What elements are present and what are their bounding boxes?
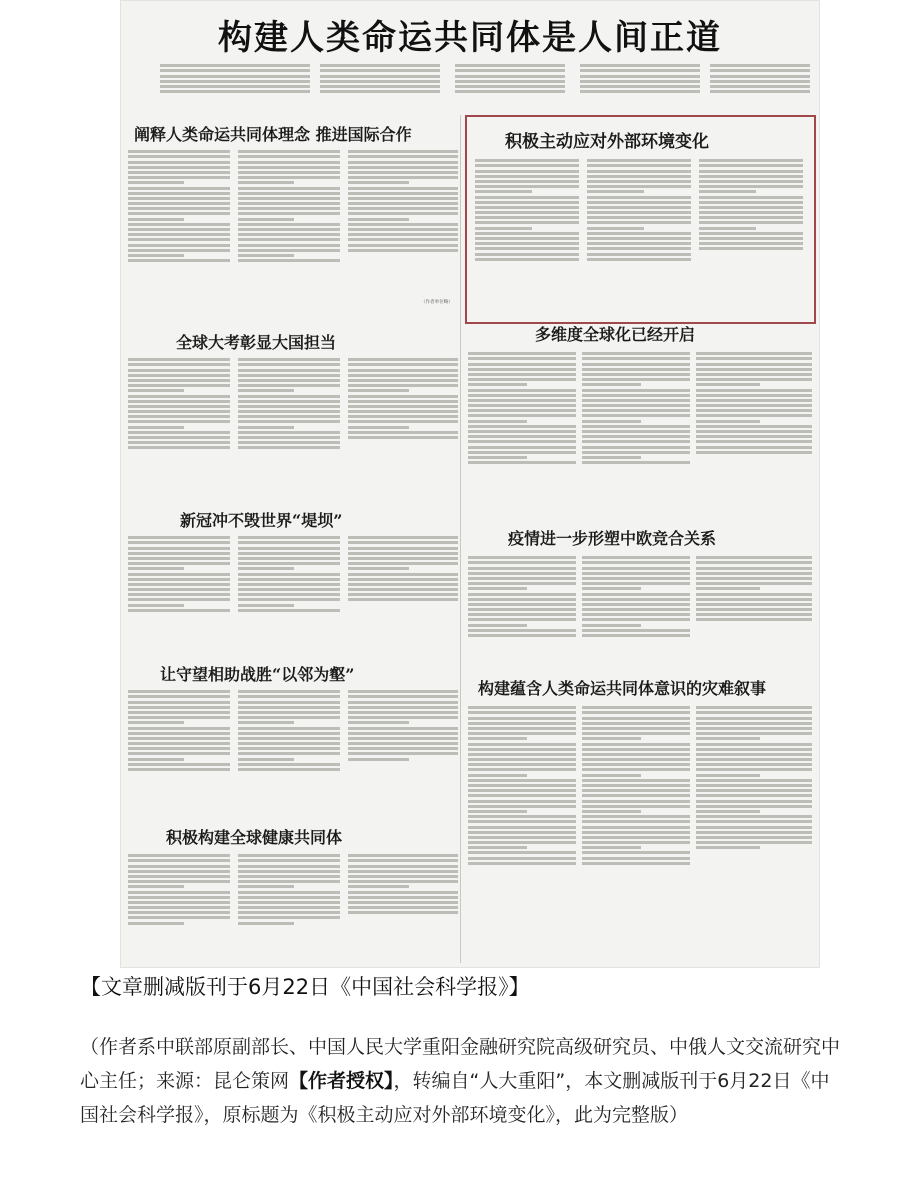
section-headline: 疫情进一步形塑中欧竞合关系 — [508, 529, 717, 548]
intro-text-col2 — [320, 62, 440, 108]
section-headline: 让守望相助战胜“以邻为壑” — [160, 665, 355, 684]
intro-text-col3 — [455, 62, 565, 108]
section-body — [128, 534, 230, 652]
credit-text-part1: （作者系中联部原副部长、中国人民大学重阳金融研究院高级研究员、中俄人文交流研究中心主任；来源：昆仑策网 — [80, 1036, 841, 1092]
section-body — [238, 688, 340, 810]
section-headline: 阐释人类命运共同体理念 推进国际合作 — [134, 125, 412, 144]
section-body — [348, 688, 458, 792]
highlighted-article-body — [699, 157, 803, 297]
credit-text-part2: ，转编自“人大重阳”，本文删减版刊于6月22日《中国社会科学报》，原标题为《积极主动应对外部环境变化》，此为完整版） — [80, 1070, 830, 1126]
publication-caption: 【文章删减版刊于6月22日《中国社会科学报》】 — [80, 975, 530, 999]
section-body — [238, 356, 340, 496]
section-body — [348, 356, 458, 478]
newspaper-photo — [120, 0, 820, 968]
section-body — [696, 350, 812, 500]
section-body — [128, 148, 230, 318]
section-body — [128, 688, 230, 810]
section-body — [468, 704, 576, 934]
section-body — [468, 554, 576, 674]
section-body — [696, 554, 812, 654]
section-body — [348, 534, 458, 634]
author-authorized-label: 【作者授权】 — [289, 1070, 394, 1092]
highlighted-article-body — [475, 157, 579, 312]
section-body — [238, 534, 340, 652]
section-headline: 构建蕴含人类命运共同体意识的灾难叙事 — [478, 679, 767, 698]
intro-text-col4 — [580, 62, 700, 108]
section-headline: 多维度全球化已经开启 — [535, 325, 696, 344]
column-divider — [460, 115, 461, 963]
section-body — [238, 852, 340, 962]
section-body — [696, 704, 812, 914]
intro-text-col1 — [160, 62, 310, 108]
highlighted-article-body — [587, 157, 691, 312]
section-headline: 新冠冲不毁世界“堤坝” — [180, 511, 343, 530]
section-body — [238, 148, 340, 318]
section-body — [128, 356, 230, 496]
intro-text-col5 — [710, 62, 810, 108]
highlighted-article-title: 积极主动应对外部环境变化 — [505, 132, 709, 152]
section-body — [582, 350, 690, 520]
section-byline: （作者单位略） — [420, 300, 453, 305]
section-body — [348, 148, 458, 298]
section-body — [348, 852, 458, 948]
section-body — [128, 852, 230, 962]
section-body — [468, 350, 576, 520]
section-body — [582, 704, 690, 934]
section-body — [582, 554, 690, 674]
highlighted-article-box — [465, 115, 816, 324]
section-headline: 积极构建全球健康共同体 — [166, 828, 343, 847]
section-headline: 全球大考彰显大国担当 — [176, 333, 337, 352]
masthead-title: 构建人类命运共同体是人间正道 — [218, 18, 722, 58]
author-credit — [80, 1030, 840, 1132]
